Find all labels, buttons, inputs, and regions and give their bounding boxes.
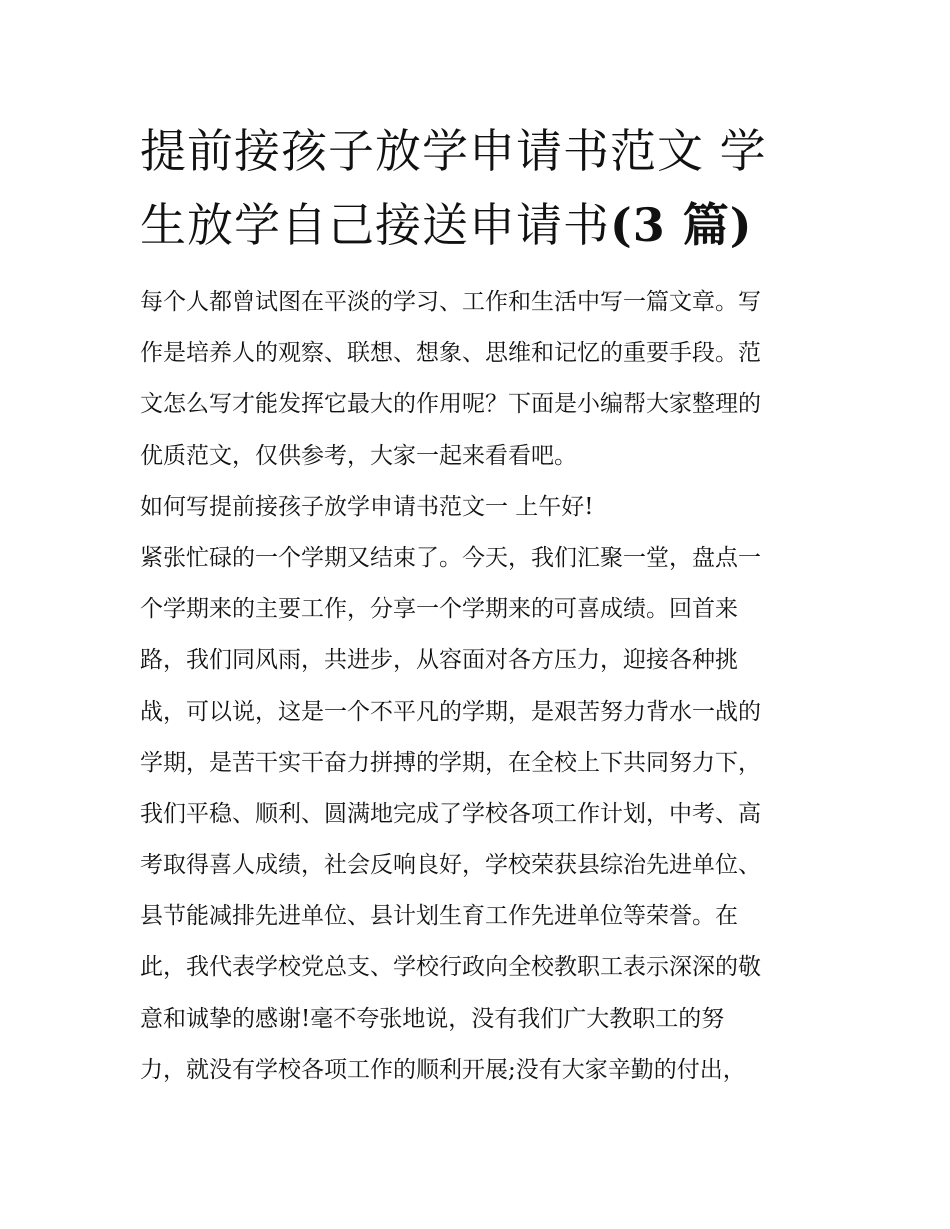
intro-line: 每个人都曾试图在平淡的学习、工作和生活中写一篇文章。写 (140, 289, 761, 315)
intro-line: 优质范文，仅供参考，大家一起来看看吧。 (140, 442, 577, 469)
title-line-2-count: (3 篇) (610, 198, 753, 252)
section-heading: 如何写提前接孩子放学申请书范文一 上午好! (140, 493, 594, 520)
intro-line: 文怎么写才能发挥它最大的作用呢？下面是小编帮大家整理的 (140, 391, 761, 418)
body-line: 我们平稳、顺利、圆满地完成了学校各项工作计划，中考、高 (140, 800, 761, 827)
body-line: 意和诚挚的感谢!毫不夸张地说，没有我们广大教职工的努 (140, 1005, 725, 1032)
body-line: 考取得喜人成绩，社会反响良好，学校荣获县综治先进单位、 (140, 852, 761, 879)
body-line: 个学期来的主要工作，分享一个学期来的可喜成绩。回首来 (140, 596, 738, 623)
document-title (140, 114, 820, 262)
body-line: 力，就没有学校各项工作的顺利开展;没有大家辛勤的付出， (140, 1056, 746, 1083)
body-line: 此，我代表学校党总支、学校行政向全校教职工表示深深的敬 (140, 954, 761, 981)
title-line-1: 提前接孩子放学申请书范文 学 (140, 124, 767, 178)
body-line: 紧张忙碌的一个学期又结束了。今天，我们汇聚一堂，盘点一 (140, 544, 761, 571)
body-line: 战，可以说，这是一个不平凡的学期，是艰苦努力背水一战的 (140, 698, 761, 725)
title-line-2: 生放学自己接送申请书 (140, 198, 610, 252)
body-line: 路，我们同风雨，共进步，从容面对各方压力，迎接各种挑 (140, 647, 738, 674)
intro-line: 作是培养人的观察、联想、想象、思维和记忆的重要手段。范 (140, 340, 761, 367)
body-line: 县节能减排先进单位、县计划生育工作先进单位等荣誉。在 (140, 903, 738, 930)
body-line: 学期，是苦干实干奋力拼搏的学期，在全校上下共同努力下， (140, 749, 761, 776)
document-body (140, 277, 820, 1096)
